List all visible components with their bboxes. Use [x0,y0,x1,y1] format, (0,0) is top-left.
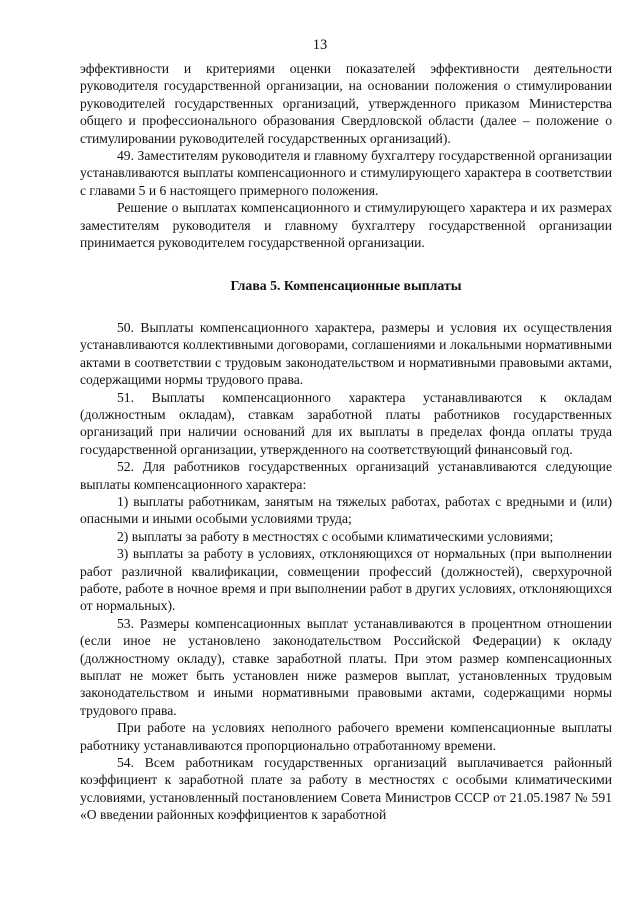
paragraph-51: 51. Выплаты компенсационного характера устанавливаются к окладам (должностным окладам), ставкам заработной платы работников государственных организаций при наличии оснований для их выплаты в пределах фонда оплаты труда государственной организации, утвержденного на соответствующий финансовый год. [80,389,612,457]
document-body [80,60,612,824]
paragraph-54: 54. Всем работникам государственных организаций выплачивается районный коэффициент к заработной плате за работу в местностях с особыми климатическими условиями, установленный постановлением Совета Министров СССР от 21.05.1987 № 591 «О введении районных коэффициентов к заработной [80,755,612,823]
list-item-3: 3) выплаты за работу в условиях, отклоняющихся от нормальных (при выполнении работ различной квалификации, совмещении профессий (должностей), сверхурочной работе, работе в ночное время и при выполнении работ в других условиях, отклоняющихся от нормальных). [80,546,612,614]
list-item-2: 2) выплаты за работу в местностях с особыми климатическими условиями; [117,528,554,544]
paragraph-decision: Решение о выплатах компенсационного и стимулирующего характера и их размерах заместителям руководителя и главному бухгалтеру государственной организации принимается руководителем государственной организации. [80,200,612,251]
paragraph-52: 52. Для работников государственных организаций устанавливаются следующие выплаты компенсационного характера: [80,459,612,492]
paragraph-49: 49. Заместителям руководителя и главному бухгалтеру государственной организации устанавливаются выплаты компенсационного и стимулирующего характера в соответствии с главами 5 и 6 настоящего примерного положения. [80,148,612,198]
list-item-1: 1) выплаты работникам, занятым на тяжелых работах, работах с вредными и (или) опасными и иными особыми условиями труда; [80,493,612,527]
paragraph-53: 53. Размеры компенсационных выплат устанавливаются в процентном отношении (если иное не установлено законодательством Российской Федерации) к окладу (должностному окладу), ставке заработной платы. При этом размер компенсационных выплат не может быть установлен ниже размеров выплат, установленных трудовым законодательством и иными нормативными правовыми актами, содержащими нормы трудового права. [80,615,612,718]
paragraph-continuation: эффективности и критериями оценки показателей эффективности деятельности руководителя государственной организации, на основании положения о стимулировании руководителей государственных организаций, утвержденного приказом Министерства общего и профессионального образования Свердловской области (далее – положение о стимулировании руководителей государственных организаций). [80,61,612,146]
paragraph-50: 50. Выплаты компенсационного характера, размеры и условия их осуществления устанавливаются коллективными договорами, соглашениями и локальными нормативными актами в соответствии с трудовым законодательством и нормативными правовыми актами, содержащими нормы трудового права. [80,319,612,388]
page-number: 13 [312,37,328,53]
paragraph-part-time: При работе на условиях неполного рабочего времени компенсационные выплаты работнику устанавливаются пропорционально отработанному времени. [80,720,612,753]
chapter-heading: Глава 5. Компенсационные выплаты [230,278,462,294]
